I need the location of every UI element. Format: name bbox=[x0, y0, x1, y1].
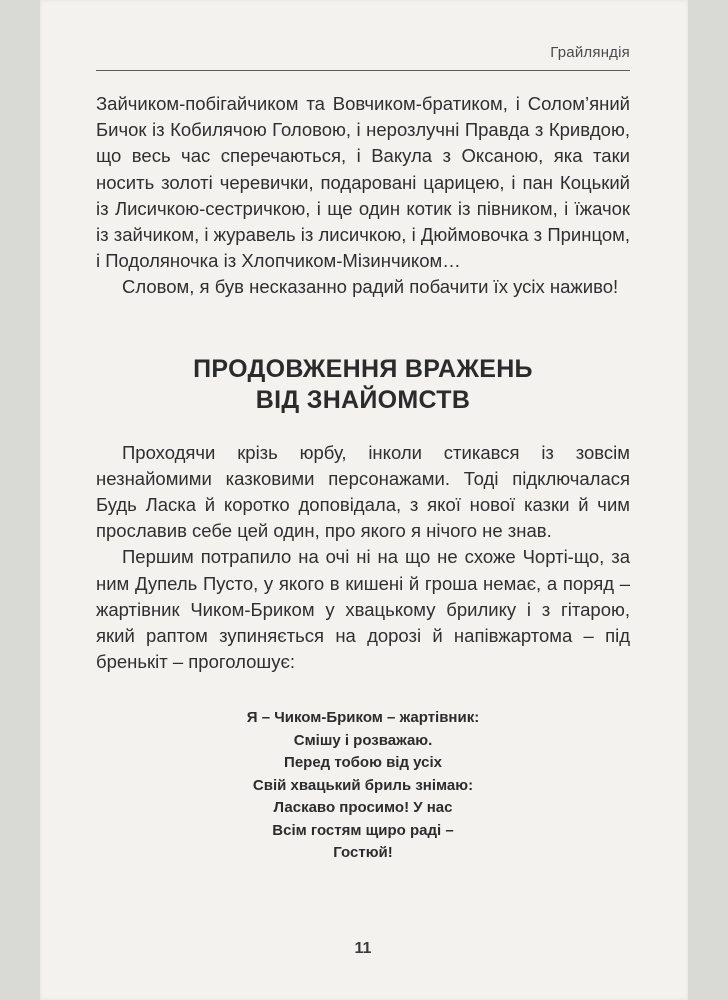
poem-line: Всім гостям щиро раді – bbox=[272, 821, 454, 839]
section-heading-line-1: ПРОДОВЖЕННЯ ВРАЖЕНЬ bbox=[193, 354, 533, 383]
poem-line: Перед тобою від усіх bbox=[284, 754, 442, 772]
poem-line: Смішу і розважаю. bbox=[293, 731, 433, 749]
paragraph: Проходячи крізь юрбу, інколи стикався із зовсім незнайомими казковими персонажами. Тоді підключалася Будь Ласка й коротко доповідала, з якої нової казки й чим прославив себе цей один, про якого я нічого не знав. bbox=[96, 441, 630, 542]
section-heading bbox=[96, 354, 630, 416]
poem-line: Гостюй! bbox=[333, 844, 393, 862]
header-rule bbox=[96, 70, 630, 71]
poem-line: Свій хвацький бриль знімаю: bbox=[252, 776, 474, 794]
page-number: 11 bbox=[354, 940, 372, 957]
paragraph-continued: Зайчиком-побігайчиком та Вовчиком-братиком, і Солом’яний Бичок із Кобилячою Головою, і нерозлучні Правда з Кривдою, що весь час сперечаються, і Вакула з Оксаною, яка таки носить золоті черевички, подаровані царицею, і пан Коцький із Лисичкою-сестричкою, і ще один котик із півником, і їжачок із зайчиком, і журавель із лисичкою, і Дюймовочка з Принцом, і Подоляночка із Хлопчиком-Мізинчиком… bbox=[96, 93, 630, 272]
paragraph: Першим потрапило на очі ні на що не схоже Чорті-що, за ним Дупель Пусто, у якого в кишені й гроша немає, а поряд – жартівник Чиком-Бриком у хвацькому брилику і з гітарою, який раптом зупиняється на дорозі й напівжартома – під бренькіт – проголошує: bbox=[96, 546, 630, 673]
section-heading-line-2: ВІД ЗНАЙОМСТВ bbox=[255, 385, 471, 414]
running-head: Грайляндія bbox=[550, 44, 630, 61]
poem-line: Ласкаво просимо! У нас bbox=[273, 799, 453, 817]
poem-line: Я – Чиком-Бриком – жартівник: bbox=[246, 709, 480, 727]
page-content bbox=[96, 91, 630, 865]
poem-verse bbox=[96, 707, 630, 865]
paragraph: Словом, я був несказанно радий побачити їх усіх наживо! bbox=[122, 276, 619, 298]
